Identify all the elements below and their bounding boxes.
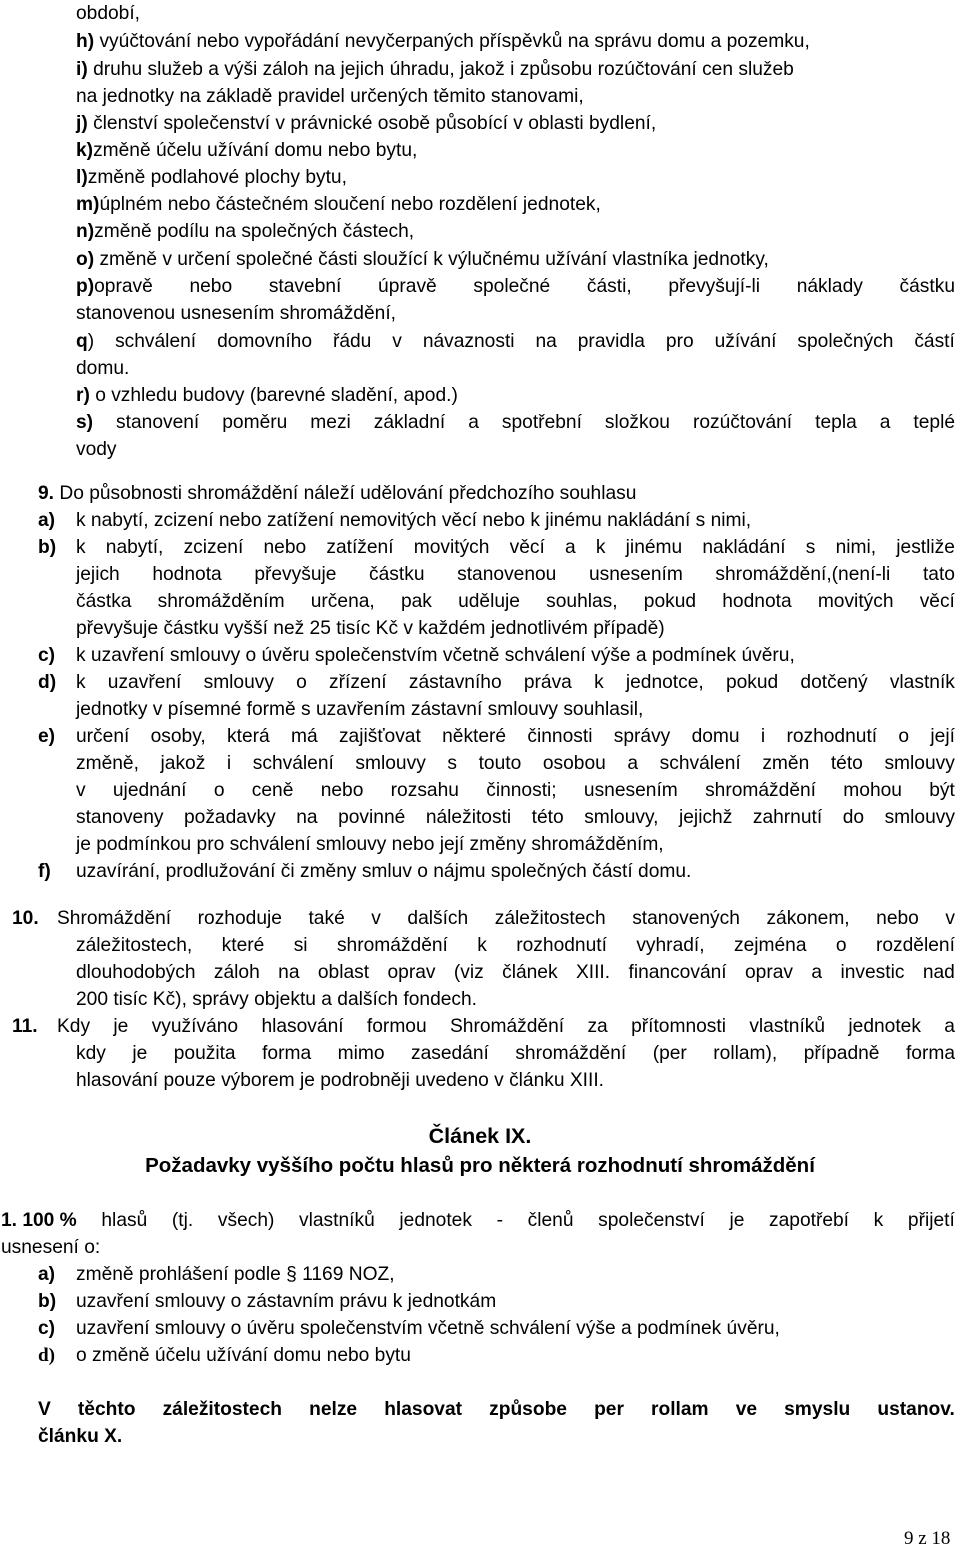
word: rollam), [713,1043,778,1064]
paragraph-number: 1. 100 % [1,1210,77,1231]
word: formou [366,1016,427,1037]
word: k [477,935,487,956]
word: a [627,753,639,774]
word: hodnota [152,564,222,585]
word: a [944,1016,955,1037]
word: hodnota [722,591,792,612]
word: oprav [745,962,794,983]
word: činnosti; [486,780,557,801]
word: tato [922,564,955,585]
word: činnosti [527,726,593,747]
item-text: vody [76,439,117,460]
word: rozhoduje [197,908,282,929]
item-label: b) [38,1291,57,1312]
word: záloh [213,962,260,983]
item-label: d) [38,1345,56,1366]
word: smyslu [784,1399,851,1420]
word: pro [665,331,694,352]
word: uzavření [107,672,182,693]
item-label: s) [76,412,94,433]
item-text: změně prohlášení podle § 1169 NOZ, [76,1264,395,1285]
word: domovního [217,331,312,352]
word: movitých [413,537,490,558]
word: správy [613,726,671,747]
word: jinému [625,537,683,558]
word: mezi [310,412,351,433]
word: společných [797,331,894,352]
word: zapotřebí [769,1210,850,1231]
word: této [531,807,564,828]
word: ujednání [112,780,187,801]
word: nakládání [702,537,786,558]
word: vlastníků [299,1210,375,1231]
word: změně, [76,753,139,774]
item-text: změně v určení společné části sloužící k výlučnému užívání vlastníka jednotky, [94,249,769,270]
item-text: domu. [76,358,130,379]
word: hlasů [101,1210,148,1231]
item-label: c) [38,645,56,666]
word: jestliže [896,537,955,558]
word: základní [373,412,446,433]
intro-line [76,250,769,269]
word: zákonem, [766,908,850,929]
intro-line [76,4,140,23]
note-line [38,1400,955,1419]
word: nebo [320,780,364,801]
item-text: změně podílu na společných částech, [94,221,415,242]
word: rozsahu [390,780,459,801]
item-label: f) [38,861,51,882]
word: jakož [160,753,206,774]
article-subtitle: Požadavky vyššího počtu hlasů pro některá rozhodnutí shromáždění [145,1154,815,1177]
item-line [76,754,955,773]
section-line [76,936,955,955]
word: k [594,672,604,693]
word: dotčený [800,672,868,693]
word: smlouvy [884,753,955,774]
word: má [291,726,318,747]
item-text: členství společenství v právnické osobě působící v oblasti bydlení, [87,113,657,134]
word: v [945,908,955,929]
word: (tj. [171,1210,194,1231]
item-label: a) [38,1264,56,1285]
word: stanovení [116,412,200,433]
intro-line [76,87,584,106]
word: touto [478,753,522,774]
word: je [132,1043,148,1064]
word: hlasovat [384,1399,463,1420]
word: V [38,1399,51,1420]
section-number: 11. [12,1016,38,1037]
item-label: q [76,331,88,352]
word: jejich [76,564,120,585]
word: částku [899,276,955,297]
word: stanovenou [457,564,557,585]
word: zástavního [408,672,502,693]
word: ceně [251,780,294,801]
word: XIII. [575,962,611,983]
word: a [811,962,823,983]
intro-line [76,277,955,296]
word: být [929,780,955,801]
intro-line [76,114,656,133]
word: ustanov. [877,1399,955,1420]
section-lead-text: Do působnosti shromáždění náleží udělování předchozího souhlasu [54,483,637,504]
section-line [57,909,955,928]
word: smlouvy [355,753,426,774]
word: nebo [876,908,919,929]
intro-line [76,413,955,432]
intro-line [76,386,458,405]
word: poměru [222,412,288,433]
word: zajišťovat [338,726,421,747]
item-line [76,565,955,584]
word: záležitostech [162,1399,282,1420]
word: stanovených [632,908,740,929]
word: užívání [714,331,777,352]
word: Kdy [57,1016,91,1037]
word: hlasování [261,1016,344,1037]
word: v [392,331,402,352]
word: souhlas, [546,591,618,612]
word: mohou [843,780,902,801]
word: k [595,537,606,558]
word: rozdělení [875,935,955,956]
word: smlouvy [203,672,274,693]
item-text: vyúčtování nebo vypořádání nevyčerpaných příspěvků na správu domu a pozemku, [94,31,810,52]
word: na [296,807,318,828]
item-text: o změně účelu užívání domu nebo bytu [76,1345,411,1366]
word: na [278,962,300,983]
word: stanoveny [76,807,164,828]
word: náklady [796,276,863,297]
word: nimi, [835,537,877,558]
item-line: jednotky v písemné formě s uzavřením zástavní smlouvy souhlasil, [76,699,644,720]
word: shromáždění [336,935,448,956]
word: forma [262,1043,312,1064]
word: částí [914,331,955,352]
word: vlastníků [749,1016,826,1037]
paragraph-line: usnesení o: [1,1237,101,1258]
word: pokud [725,672,779,693]
word: způsobe [489,1399,567,1420]
item-line: k uzavření smlouvy o úvěru společenstvím včetně schválení výše a podmínek úvěru, [76,645,795,666]
word: oprav [387,962,436,983]
word: oblast [317,962,370,983]
word: části, [586,276,632,297]
item-line [76,781,955,800]
word: k [76,672,86,693]
item-label: o) [76,249,95,270]
word: schválení [252,753,334,774]
word: (viz [453,962,484,983]
article-paragraph-1 [1,1211,955,1230]
word: si [293,935,308,956]
word: uděluje [458,591,520,612]
word: také [308,908,345,929]
word: zejména [733,935,807,956]
word: společenství [598,1210,705,1231]
word: kdy [76,1043,106,1064]
word: řádu [332,331,372,352]
section-line [76,1044,955,1063]
item-line [76,673,955,692]
word: usnesením [583,780,678,801]
item-text: změně podlahové plochy bytu, [87,167,347,188]
word: p)opravě [76,276,153,297]
item-label: r) [76,385,90,406]
word: per [594,1399,624,1420]
word: nelze [309,1399,358,1420]
item-line: převyšuje částku vyšší než 25 tisíc Kč v každém jednotlivém případě) [76,618,665,639]
word: schválení [659,753,741,774]
intro-line [76,304,396,323]
word: článek [502,962,558,983]
word: všech) [217,1210,275,1231]
word: jednotek [399,1210,472,1231]
intro-line [76,195,601,214]
word: složkou [604,412,670,433]
item-text: uzavření smlouvy o úvěru společenstvím včetně schválení výše a podmínek úvěru, [76,1318,780,1339]
word: jednotce, [625,672,704,693]
word: této [830,753,863,774]
note-line: článku X. [38,1426,123,1447]
item-label: c) [38,1318,56,1339]
word: věcí [509,537,545,558]
word: vyhradí, [636,935,705,956]
item-text: období, [76,3,141,24]
word: určena, [310,591,375,612]
word: tepla [815,412,857,433]
word: na [535,331,557,352]
intro-line [76,359,129,378]
word: movitých [817,591,894,612]
word: domu [691,726,740,747]
word: shromážděním [157,591,285,612]
word: Shromáždění [449,1016,565,1037]
word: a [468,412,479,433]
word: záležitostech, [76,935,193,956]
item-line: je podmínkou pro schválení smlouvy nebo její změny shromážděním, [76,834,664,855]
word: dlouhodobých [76,962,196,983]
word: nad [922,962,955,983]
word: k [873,1210,884,1231]
word: převyšuje [254,564,337,585]
word: nebo [263,537,307,558]
word: - [496,1210,503,1231]
item-text: o vzhledu budovy (barevné sladění, apod.) [89,385,458,406]
word: změn [762,753,810,774]
word: její [930,726,955,747]
word: věcí [919,591,955,612]
word: s [447,753,457,774]
word [76,413,93,432]
word: vlastník [889,672,955,693]
item-label: m) [76,194,100,215]
word: zřízení [329,672,387,693]
word: záležitostech [494,908,606,929]
word: o [898,726,910,747]
word: zcizení [183,537,244,558]
item-label: e) [38,726,56,747]
item-line: k nabytí, zcizení nebo zatížení nemovitých věcí nebo k jinému nakládání s nimi, [76,510,752,531]
word: těchto [77,1399,136,1420]
word: použita [173,1043,236,1064]
item-text: změně účelu užívání domu nebo bytu, [93,140,418,161]
word: která [227,726,270,747]
word: rollam [651,1399,709,1420]
word: pravidla [577,331,645,352]
word: některé [442,726,507,747]
item-text: uzavření smlouvy o zástavním právu k jednotkám [76,1291,497,1312]
section-line [76,963,955,982]
word: shromáždění [515,1043,627,1064]
word: návaznosti [422,331,515,352]
item-label: l) [76,167,88,188]
word: o [213,780,225,801]
word: smlouvy [884,807,955,828]
word: a [879,412,891,433]
word: rozhodnutí [786,726,878,747]
item-label: k) [76,140,94,161]
word: usnesením [588,564,683,585]
word: převyšují-li [668,276,761,297]
word: osobou [542,753,606,774]
word: využíváno [151,1016,239,1037]
item-line [76,538,955,557]
item-label: b) [38,537,57,558]
word: shromáždění [705,780,816,801]
word: o [296,672,307,693]
word: shromáždění,(není-li [715,564,891,585]
word: s [805,537,816,558]
word: do [842,807,865,828]
word: smlouvy, [584,807,659,828]
word: teplé [913,412,955,433]
word: Shromáždění [57,908,172,929]
item-label: p) [76,276,95,297]
word: a [565,537,576,558]
intro-line [76,60,794,79]
intro-line [76,32,810,51]
section-number: 9. [38,483,55,504]
word: náležitosti [425,807,512,828]
item-label: n) [76,221,95,242]
word: úpravě [378,276,437,297]
word: jejichž [679,807,733,828]
item-line [76,592,955,611]
word: investic [840,962,905,983]
section-number: 10. [12,908,39,929]
item-label: d) [38,672,57,693]
article-heading: Článek IX. [428,1124,532,1148]
word: společné [473,276,551,297]
word: k [76,537,86,558]
section-line: 200 tisíc Kč), správy objektu a dalších fondech. [76,989,478,1010]
word: i [226,753,232,774]
word: financování [628,962,727,983]
word: případně [803,1043,880,1064]
word: nebo [189,276,233,297]
word: pokud [643,591,697,612]
word: zasedání [410,1043,489,1064]
item-label: j) [76,113,88,134]
word: povinné [338,807,406,828]
word: stavební [268,276,342,297]
word: pak [400,591,432,612]
word: je [113,1016,129,1037]
word: přijetí [907,1210,955,1231]
word: mimo [337,1043,385,1064]
word: forma [905,1043,955,1064]
word: o [835,935,847,956]
word: schválení [115,331,197,352]
word: (per [652,1043,687,1064]
intro-line [76,168,347,187]
word: osoby, [150,726,206,747]
word: rozhodnutí [516,935,607,956]
word: za [587,1016,608,1037]
word: zatížení [326,537,394,558]
item-line [76,727,955,746]
item-label: a) [38,510,56,531]
word: nabytí, [105,537,164,558]
word: rozúčtování [692,412,793,433]
intro-line [76,141,417,160]
item-text: druhu služeb a výši záloh na jejich úhradu, jakož i způsobu rozúčtování cen služeb [87,59,794,80]
word: požadavky [183,807,276,828]
word: částka [76,591,132,612]
item-line [76,808,955,827]
intro-line [76,222,414,241]
word: které [221,935,265,956]
page-number: 9 z 18 [904,1528,951,1549]
item-label: i) [76,59,88,80]
word: jednotek [848,1016,921,1037]
section-line [57,1017,955,1036]
item-line: uzavírání, prodlužování či změny smluv o nájmu společných částí domu. [76,861,692,882]
section-9-lead [38,484,636,503]
word: částku [369,564,425,585]
intro-line [76,440,117,459]
word: q) [76,331,95,352]
word: je [729,1210,745,1231]
item-text: stanovenou usnesením shromáždění, [76,303,396,324]
word: v [76,780,86,801]
item-text: na jednotky na základě pravidel určených těmito stanovami, [76,86,584,107]
word: i [760,726,766,747]
word: přítomnosti [631,1016,726,1037]
word: dalších [407,908,469,929]
item-text: úplném nebo částečném sloučení nebo rozdělení jednotek, [99,194,601,215]
word: členů [527,1210,574,1231]
section-line: hlasování pouze výborem je podrobněji uvedeno v článku XIII. [76,1070,604,1091]
item-label: h) [76,31,95,52]
word: v [371,908,381,929]
word: určení [76,726,130,747]
word: spotřební [501,412,582,433]
intro-line [76,332,955,351]
word: zahrnutí [752,807,823,828]
word: práva [523,672,572,693]
word: ve [735,1399,758,1420]
